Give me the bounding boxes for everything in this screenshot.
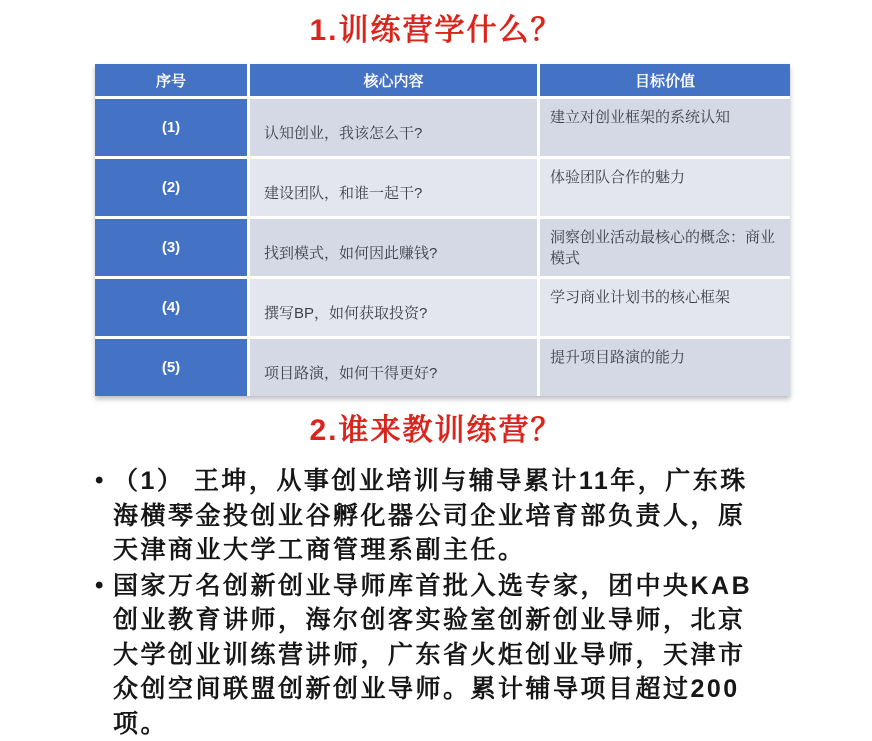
- table-cell-value: 建立对创业框架的系统认知: [540, 99, 790, 156]
- header-cell-content: 核心内容: [250, 64, 537, 96]
- table-cell-number: (3): [95, 219, 247, 276]
- bullet-line: 海横琴金投创业谷孵化器公司企业培育部负责人，原: [113, 499, 810, 534]
- bullet-lines: [113, 464, 810, 568]
- table-cell-content: 撰写BP，如何获取投资?: [250, 279, 537, 336]
- table-cell-content: 建设团队，和谁一起干?: [250, 159, 537, 216]
- bullet-marker-icon: •: [95, 569, 113, 741]
- header-cell-value: 目标价值: [540, 64, 790, 96]
- bullet-marker-icon: •: [95, 464, 113, 568]
- table-cell-value: 提升项目路演的能力: [540, 339, 790, 396]
- section2-title: 2.谁来教训练营？: [0, 410, 872, 452]
- table-cell-number: (1): [95, 99, 247, 156]
- bullet-line: （1） 王坤，从事创业培训与辅导累计11年，广东珠: [113, 464, 810, 499]
- bullet-line: 天津商业大学工商管理系副主任。: [113, 533, 810, 568]
- bullet-line: 创业教育讲师，海尔创客实验室创新创业导师，北京: [113, 603, 810, 638]
- table-cell-value: 学习商业计划书的核心框架: [540, 279, 790, 336]
- header-cell-number: 序号: [95, 64, 247, 96]
- bullet-item: [95, 464, 810, 568]
- bullet-line: 众创空间联盟创新创业导师。累计辅导项目超过200: [113, 672, 810, 707]
- table-cell-value: 洞察创业活动最核心的概念：商业模式: [540, 219, 790, 276]
- curriculum-table: [95, 64, 790, 396]
- bullet-line: 国家万名创新创业导师库首批入选专家，团中央KAB: [113, 569, 810, 604]
- table-cell-value: 体验团队合作的魅力: [540, 159, 790, 216]
- table-cell-content: 找到模式，如何因此赚钱?: [250, 219, 537, 276]
- section1-title: 1.训练营学什么？: [0, 0, 872, 52]
- table-cell-number: (2): [95, 159, 247, 216]
- table-cell-content: 认知创业，我该怎么干?: [250, 99, 537, 156]
- bullet-line: 大学创业训练营讲师，广东省火炬创业导师，天津市: [113, 638, 810, 673]
- table-cell-number: (5): [95, 339, 247, 396]
- table-cell-number: (4): [95, 279, 247, 336]
- table-cell-content: 项目路演，如何干得更好?: [250, 339, 537, 396]
- bullet-lines: [113, 569, 810, 741]
- bullet-item: [95, 569, 810, 741]
- instructor-list: [95, 464, 810, 741]
- bullet-line: 项。: [113, 707, 810, 741]
